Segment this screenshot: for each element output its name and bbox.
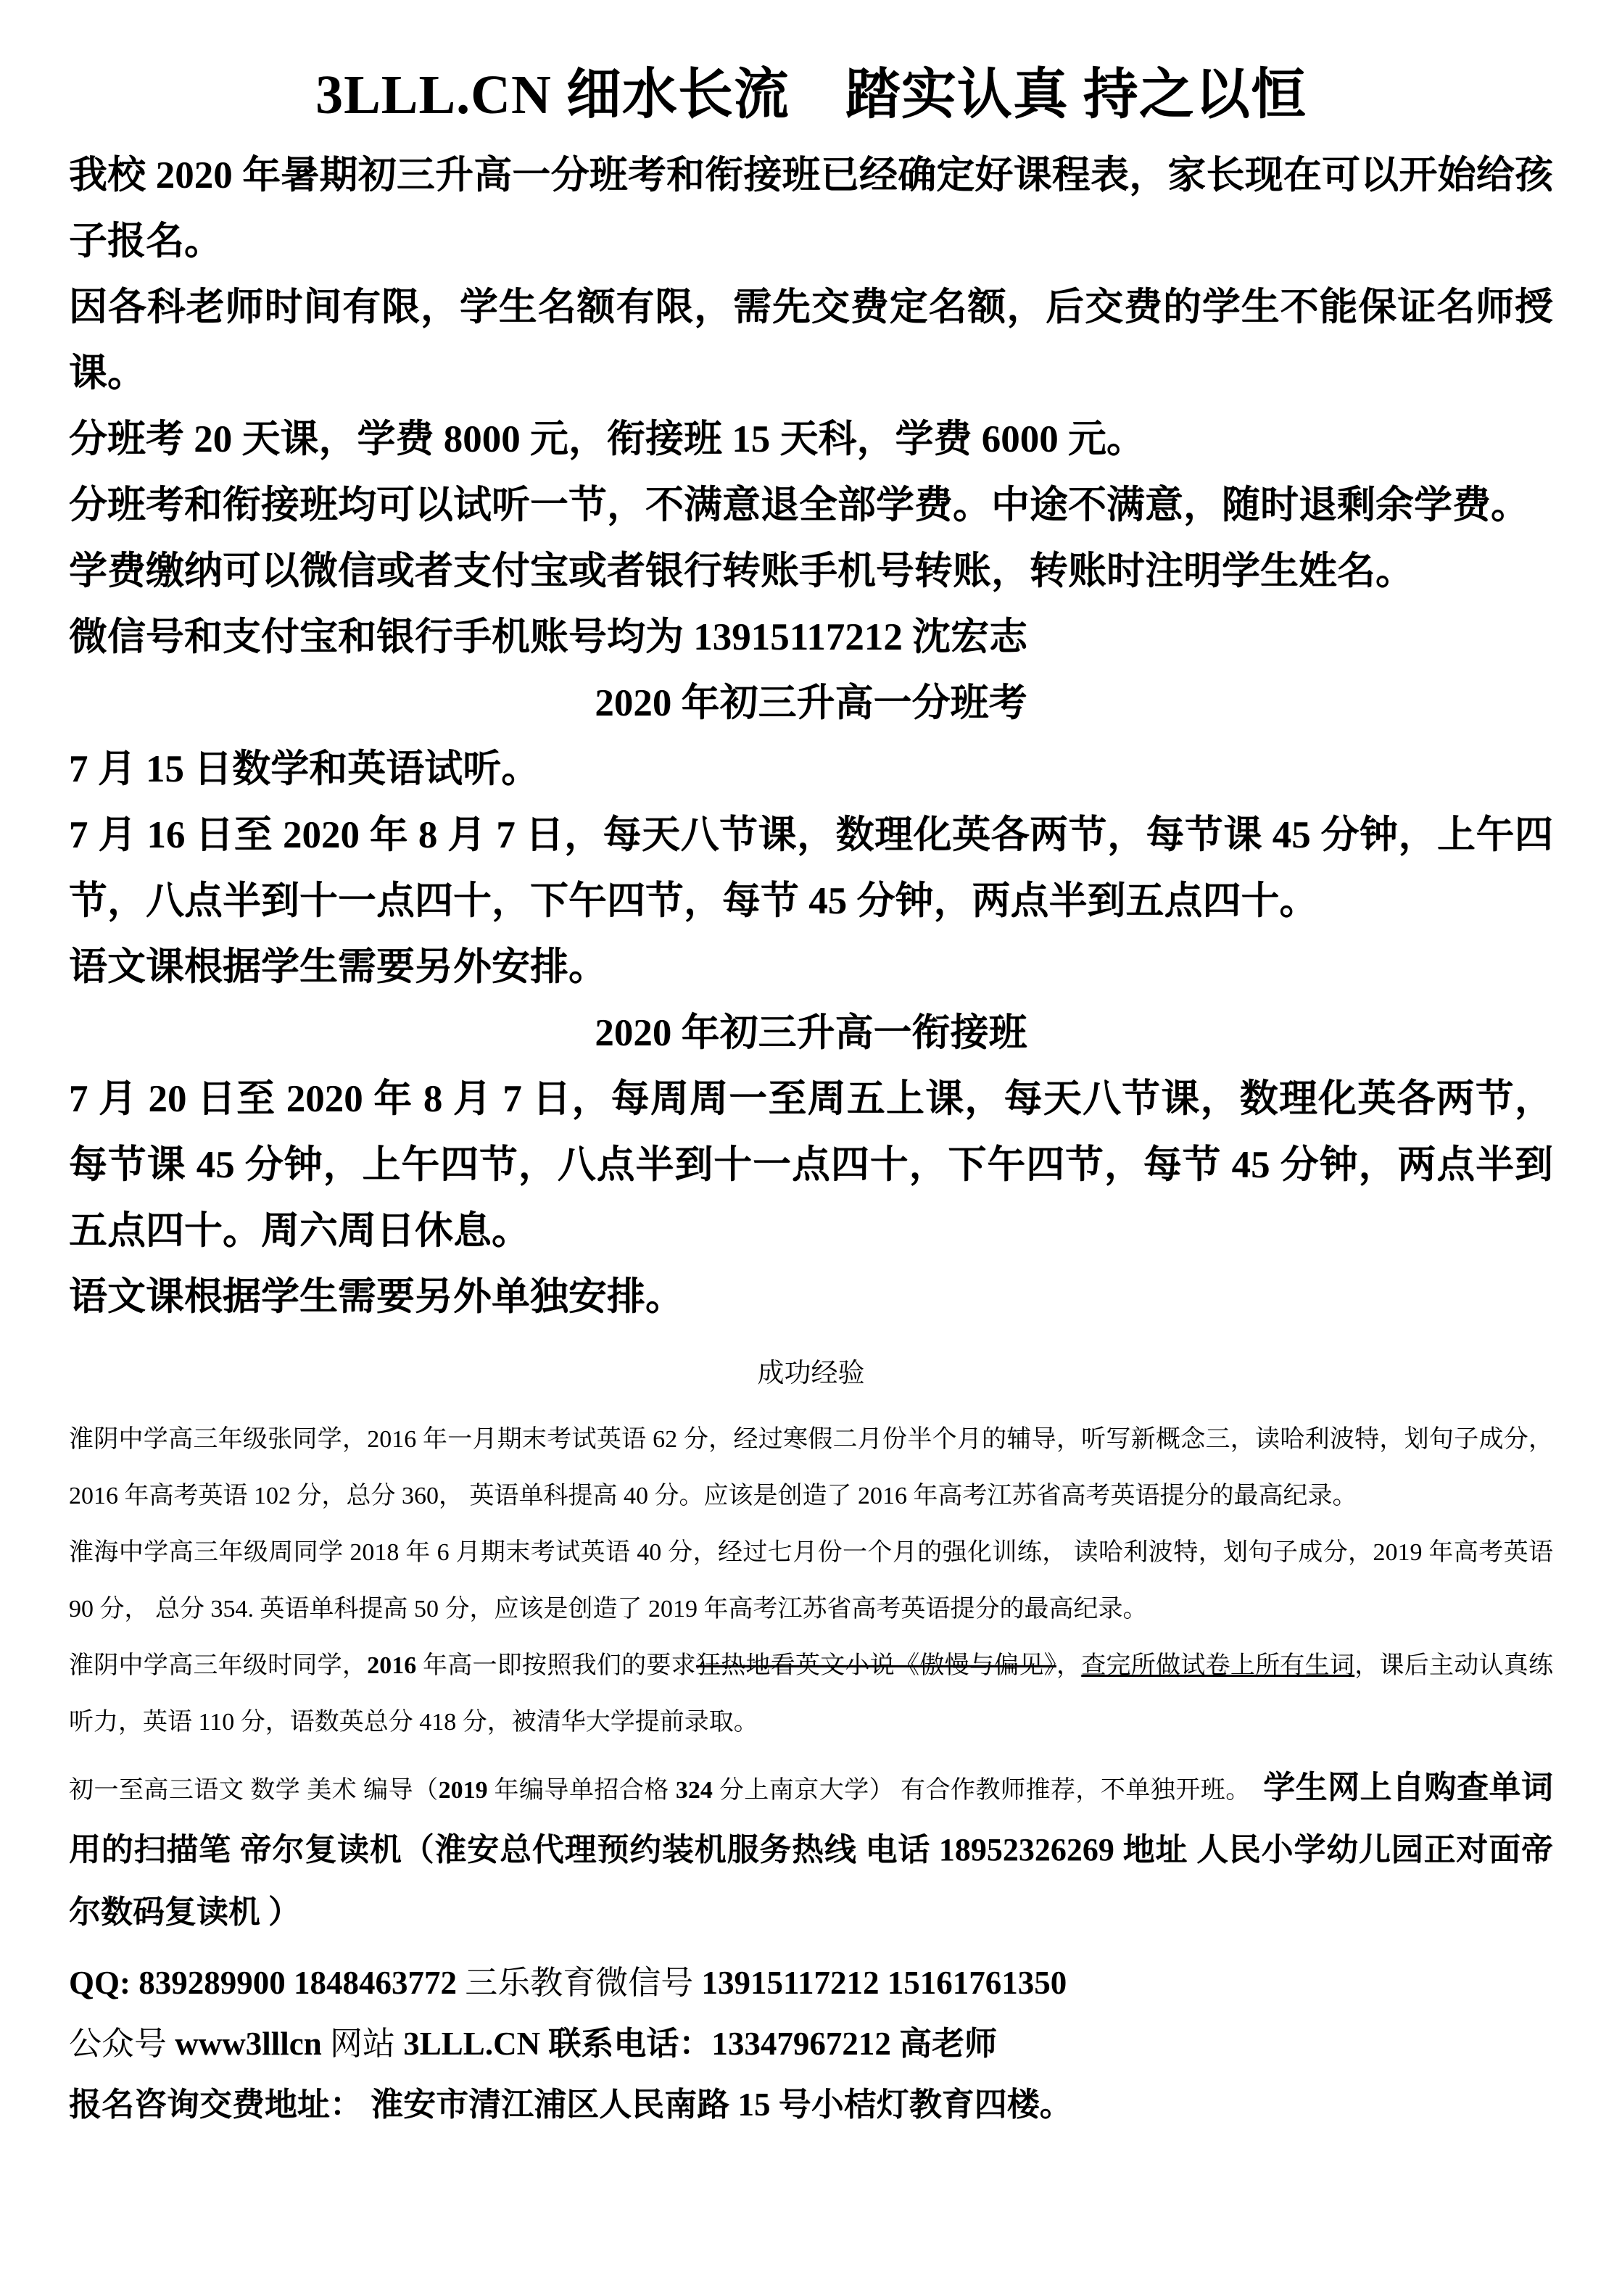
intro-paragraph-account: 微信号和支付宝和银行手机账号均为 13915117212 沈宏志	[69, 616, 1028, 658]
intro-paragraph-enrollment: 我校 2020 年暑期初三升高一分班考和衔接班已经确定好课程表，家长现在可以开始给孩子报名。	[69, 154, 1553, 262]
success-story-shi	[69, 1638, 1553, 1751]
contact-channel-line	[69, 2013, 1553, 2074]
fenban-section-heading: 2020 年初三升高一分班考	[595, 682, 1027, 724]
text-segment: QQ: 839289900 1848463772	[69, 1964, 466, 2001]
page-title: 3LLL.CN 细水长流 踏实认真 持之以恒	[315, 65, 1307, 125]
intro-paragraph-tuition: 分班考 20 天课，学费 8000 元，衔接班 15 天科，学费 6000 元。	[69, 418, 1145, 460]
xianjie-section-heading: 2020 年初三升高一衔接班	[595, 1012, 1027, 1054]
fenban-paragraph-chinese: 语文课根据学生需要另外安排。	[69, 946, 607, 988]
success-story-zhou	[69, 1525, 1553, 1638]
text-segment: 淮阴中学高三年级时同学，	[69, 1651, 368, 1679]
text-segment: 查完所做试卷上所有生词	[1081, 1651, 1355, 1679]
text-segment: 狂热地看英文小说《傲慢与偏见》	[695, 1651, 1056, 1679]
intro-paragraph-refund: 分班考和衔接班均可以试听一节，不满意退全部学费。中途不满意，随时退剩余学费。	[69, 484, 1529, 526]
text-segment: 初一至高三语文 数学 美术 编导（	[69, 1776, 439, 1804]
success-section-heading: 成功经验	[757, 1359, 865, 1388]
intro-paragraph-payment: 学费缴纳可以微信或者支付宝或者银行转账手机号转账，转账时注明学生姓名。	[69, 550, 1414, 592]
success-story-zhang	[69, 1412, 1553, 1525]
text-segment: 2016	[367, 1651, 417, 1679]
text-segment: 分上南京大学） 有合作教师推荐，不单独开班。	[712, 1776, 1264, 1804]
text-segment: 324	[675, 1776, 713, 1804]
text-segment: 3LLL.CN 联系电话：13347967212 高老师	[403, 2025, 998, 2062]
xianjie-paragraph-schedule: 7 月 20 日至 2020 年 8 月 7 日，每周周一至周五上课，每天八节课，数理化英各两节，每节课 45 分钟，上午四节，八点半到十一点四十，下午四节，每节 45 分钟，两点半到五点四十。周六周日休息。	[69, 1078, 1553, 1252]
text-segment: 网站	[321, 2025, 404, 2062]
text-segment: 淮海中学高三年级周同学 2018 年 6 月期末考试英语 40 分，经过七月份一个月的强化训练， 读哈利波特，划句子成分，2019 年高考英语 90 分， 总分 354. 英语单科提高 50 分，应该是创造了 2019 年高考江苏省高考英语提分的最高纪录。	[69, 1538, 1553, 1622]
courses-note-paragraph	[69, 1758, 1553, 1945]
text-segment: 淮阴中学高三年级张同学，2016 年一月期末考试英语 62 分，经过寒假二月份半个月的辅导，听写新概念三，读哈利波特，划句子成分，2016 年高考英语 102 分，总分 360， 英语单科提高 40 分。应该是创造了 2016 年高考江苏省高考英语提分的最高纪录。	[69, 1425, 1553, 1509]
text-segment: 三乐教育微信号	[465, 1964, 702, 2001]
intro-paragraph-quota: 因各科老师时间有限，学生名额有限，需先交费定名额，后交费的学生不能保证名师授课。	[69, 286, 1553, 394]
text-segment: 年高一即按照我们的要求	[416, 1651, 696, 1679]
text-segment: 公众号	[69, 2025, 175, 2062]
contact-qq-line	[69, 1952, 1553, 2013]
xianjie-paragraph-chinese: 语文课根据学生需要另外单独安排。	[69, 1276, 684, 1318]
text-segment: ，	[1056, 1651, 1082, 1679]
text-segment: www3lllcn	[175, 2025, 322, 2062]
fenban-paragraph-schedule: 7 月 16 日至 2020 年 8 月 7 日，每天八节课，数理化英各两节，每节课 45 分钟，上午四节，八点半到十一点四十，下午四节，每节 45 分钟，两点半到五点四十。	[69, 814, 1553, 922]
contact-address-line	[69, 2074, 1553, 2135]
text-segment: 报名咨询交费地址： 淮安市清江浦区人民南路 15 号小桔灯教育四楼。	[69, 2086, 1072, 2123]
fenban-paragraph-trial: 7 月 15 日数学和英语试听。	[69, 748, 540, 790]
text-segment: 学生网上自购查单词用的扫描笔 帝尔复读机（淮安总代理预约装机服务热线 电话 18952326269 地址 人民小学幼儿园正对面帝尔数码复读机 ）	[69, 1769, 1554, 1930]
text-segment: 13915117212 15161761350	[701, 1964, 1067, 2001]
text-segment: 年编导单招合格	[487, 1776, 676, 1804]
text-segment: ，课后主动认真练听力，英语 110 分，语数英总分 418 分，被清华大学提前录取。	[69, 1651, 1554, 1736]
text-segment: 2019	[438, 1776, 488, 1804]
